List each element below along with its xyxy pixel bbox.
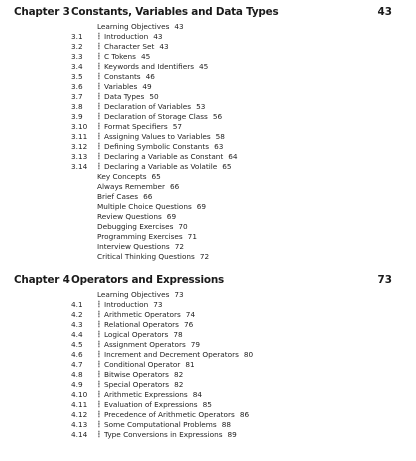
separator-glyph: ┇ [97,92,101,100]
entry-page-number: 53 [196,101,206,111]
toc-entry [71,410,253,420]
entry-page-number: 73 [153,299,163,309]
toc-entry [71,242,238,252]
toc-entry [71,430,253,440]
entry-title: Format Specifiers [104,121,168,131]
toc-entry [71,32,238,42]
entry-page-number: 73 [174,289,184,299]
entry-title: Learning Objectives [97,289,170,299]
entry-page-number: 82 [173,369,184,379]
entry-page-number: 80 [243,349,254,359]
entry-title: Introduction [104,299,149,309]
entry-title: Declaring a Variable as Volatile [104,161,218,171]
section-number: 4.1 [71,299,83,309]
separator-glyph: ┇ [97,340,101,348]
entry-title: Type Conversions in Expressions [104,429,223,439]
separator-glyph: ┇ [97,142,101,150]
separator-glyph: ┇ [97,360,101,368]
chapter-label: Chapter 4 [14,274,70,286]
entry-page-number: 66 [143,191,153,201]
toc-entry [71,370,253,380]
entry-title: Assignment Operators [104,339,186,349]
entry-page-number: 79 [190,339,201,349]
toc-entry [71,420,253,430]
separator-glyph: ┇ [97,42,101,50]
separator-glyph: ┇ [97,430,101,438]
chapter-page-number: 73 [377,274,392,286]
entry-title: Declaring a Variable as Constant [104,151,224,161]
toc-entry [71,300,253,310]
toc-entry [71,62,238,72]
entry-page-number: 66 [169,181,180,191]
toc-entry [71,320,253,330]
entry-title: Data Types [104,91,145,101]
toc-entry [71,42,238,52]
section-number: 4.14 [71,429,88,439]
entry-page-number: 89 [227,429,237,439]
entry-title: Variables [104,81,138,91]
entry-page-number: 71 [187,231,197,241]
toc-entry [71,400,253,410]
toc-entry [71,162,238,172]
entry-page-number: 57 [172,121,183,131]
separator-glyph: ┇ [97,320,101,328]
entry-page-number: 64 [228,151,238,161]
toc-entry [71,360,253,370]
toc-entry [71,222,238,232]
section-number: 3.2 [71,41,83,51]
section-number: 3.6 [71,81,83,91]
entry-title: C Tokens [104,51,136,61]
chapter-title: Constants, Variables and Data Types [71,6,279,18]
entry-page-number: 46 [145,71,155,81]
entry-page-number: 63 [214,141,224,151]
separator-glyph: ┇ [97,410,101,418]
entry-page-number: 49 [142,81,152,91]
entry-page-number: 70 [178,221,188,231]
section-number: 4.3 [71,319,83,329]
entry-title: Critical Thinking Questions [97,251,195,261]
section-number: 4.2 [71,309,83,319]
toc-entry [71,390,253,400]
section-number: 4.6 [71,349,83,359]
section-number: 4.7 [71,359,83,369]
section-number: 4.10 [71,389,88,399]
separator-glyph: ┇ [97,112,101,120]
entry-page-number: 50 [149,91,159,101]
toc-entry [71,212,238,222]
entry-title: Conditional Operator [104,359,181,369]
toc-entry [71,330,253,340]
section-number: 3.8 [71,101,83,111]
entry-title: Constants [104,71,141,81]
entry-title: Declaration of Variables [104,101,192,111]
entry-title: Bitwise Operators [104,369,169,379]
entry-title: Arithmetic Operators [104,309,181,319]
entry-title: Some Computational Problems [104,419,217,429]
section-number: 3.3 [71,51,83,61]
entry-title: Review Questions [97,211,162,221]
section-number: 3.14 [71,161,88,171]
separator-glyph: ┇ [97,380,101,388]
separator-glyph: ┇ [97,400,101,408]
separator-glyph: ┇ [97,32,101,40]
chapter-title: Operators and Expressions [71,274,225,286]
entry-page-number: 85 [202,399,212,409]
entry-page-number: 65 [222,161,232,171]
entry-page-number: 69 [196,201,207,211]
entry-title: Key Concepts [97,171,147,181]
toc-entry [71,182,238,192]
entry-title: Defining Symbolic Constants [104,141,210,151]
toc-entry [71,192,238,202]
chapter-label: Chapter 3 [14,6,70,18]
entry-title: Brief Cases [97,191,139,201]
toc-entry [71,102,238,112]
entry-page-number: 81 [185,359,195,369]
separator-glyph: ┇ [97,152,101,160]
toc-entry [71,310,253,320]
separator-glyph: ┇ [97,350,101,358]
entry-title: Declaration of Storage Class [104,111,208,121]
entry-page-number: 84 [192,389,203,399]
section-number: 4.13 [71,419,88,429]
toc-entry [71,132,238,142]
entry-page-number: 72 [174,241,184,251]
separator-glyph: ┇ [97,82,101,90]
separator-glyph: ┇ [97,162,101,170]
separator-glyph: ┇ [97,72,101,80]
separator-glyph: ┇ [97,52,101,60]
entry-title: Keywords and Identifiers [104,61,195,71]
toc-entry [71,350,253,360]
separator-glyph: ┇ [97,62,101,70]
section-number: 3.10 [71,121,88,131]
separator-glyph: ┇ [97,310,101,318]
toc-entry [71,172,238,182]
toc-entry [71,72,238,82]
toc-entry [71,290,253,300]
section-number: 3.1 [71,31,83,41]
entry-page-number: 78 [173,329,183,339]
entry-title: Precedence of Arithmetic Operators [104,409,235,419]
toc-entry [71,22,238,32]
entry-title: Relational Operators [104,319,179,329]
separator-glyph: ┇ [97,132,101,140]
entry-page-number: 69 [166,211,177,221]
entry-page-number: 43 [159,41,169,51]
entry-page-number: 76 [184,319,194,329]
section-number: 3.13 [71,151,88,161]
section-number: 3.7 [71,91,83,101]
chapter-4-entries [71,290,253,440]
entry-title: Evaluation of Expressions [104,399,198,409]
entry-page-number: 56 [212,111,223,121]
entry-page-number: 43 [153,31,163,41]
toc-entry [71,122,238,132]
entry-title: Special Operators [104,379,170,389]
separator-glyph: ┇ [97,102,101,110]
section-number: 4.5 [71,339,83,349]
toc-entry [71,52,238,62]
entry-page-number: 65 [151,171,161,181]
entry-title: Logical Operators [104,329,169,339]
toc-entry [71,112,238,122]
section-number: 3.5 [71,71,83,81]
toc-entry [71,142,238,152]
toc-entry [71,252,238,262]
entry-page-number: 82 [174,379,184,389]
toc-entry [71,82,238,92]
section-number: 4.11 [71,399,88,409]
separator-glyph: ┇ [97,122,101,130]
section-number: 3.12 [71,141,88,151]
section-number: 4.9 [71,379,83,389]
entry-page-number: 45 [140,51,151,61]
separator-glyph: ┇ [97,370,101,378]
entry-title: Interview Questions [97,241,170,251]
separator-glyph: ┇ [97,390,101,398]
toc-entry [71,232,238,242]
separator-glyph: ┇ [97,420,101,428]
toc-entry [71,380,253,390]
entry-title: Increment and Decrement Operators [104,349,239,359]
section-number: 3.11 [71,131,88,141]
entry-title: Debugging Exercises [97,221,174,231]
toc-entry [71,202,238,212]
entry-page-number: 88 [221,419,231,429]
section-number: 4.12 [71,409,88,419]
entry-page-number: 45 [199,61,209,71]
entry-page-number: 43 [174,21,184,31]
entry-title: Always Remember [97,181,165,191]
separator-glyph: ┇ [97,300,101,308]
entry-page-number: 58 [215,131,225,141]
entry-title: Assigning Values to Variables [104,131,211,141]
entry-title: Programming Exercises [97,231,183,241]
section-number: 4.4 [71,329,83,339]
chapter-3-entries [71,22,238,262]
toc-entry [71,92,238,102]
entry-title: Introduction [104,31,149,41]
entry-page-number: 86 [239,409,250,419]
entry-page-number: 74 [185,309,196,319]
section-number: 3.9 [71,111,83,121]
chapter-page-number: 43 [377,6,392,18]
toc-entry [71,152,238,162]
section-number: 4.8 [71,369,83,379]
entry-title: Multiple Choice Questions [97,201,192,211]
entry-title: Character Set [104,41,155,51]
entry-page-number: 72 [199,251,210,261]
separator-glyph: ┇ [97,330,101,338]
section-number: 3.4 [71,61,83,71]
toc-entry [71,340,253,350]
entry-title: Arithmetic Expressions [104,389,188,399]
entry-title: Learning Objectives [97,21,170,31]
